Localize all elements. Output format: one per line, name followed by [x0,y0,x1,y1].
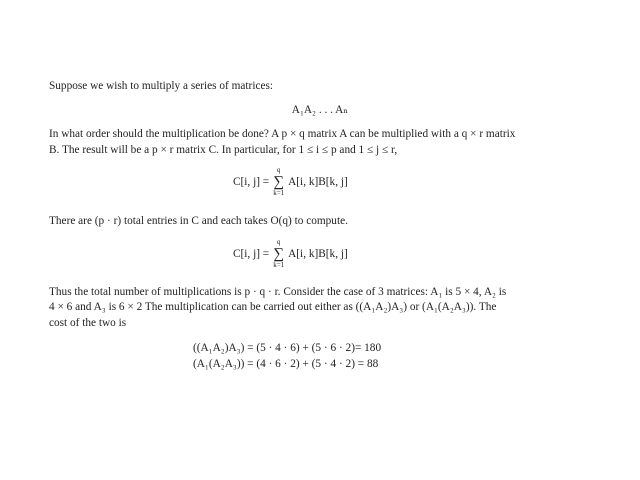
thus-text-line-3: cost of the two is [49,317,127,329]
sum-formula-1 [233,166,348,198]
sum-formula-2 [233,238,348,270]
sigma-symbol [273,166,284,198]
formula-rhs: A[i, k]B[k, j] [288,176,348,188]
formula-rhs: A[i, k]B[k, j] [288,248,348,260]
sum-upper-limit: q [276,238,281,246]
thus-text-line-1: Thus the total number of multiplications is p · q · r. Consider the case of 3 matrices: A₁ is 5 × 4, A₂ is [49,286,507,298]
product-formula: A₁A₂ . . . Aₙ [291,104,349,116]
sigma-glyph: ∑ [273,246,285,262]
formula-lhs: C[i, j] = [233,248,270,260]
entries-text: There are (p · r) total entries in C and each takes O(q) to compute. [49,215,348,227]
cost-line-1: ((A₁A₂)A₃) = (5 · 4 · 6) + (5 · 6 · 2)= 180 [193,342,382,354]
intro-text: Suppose we wish to multiply a series of matrices: [49,80,274,92]
sigma-symbol [273,238,284,270]
cost-line-2: (A₁(A₂A₃)) = (4 · 6 · 2) + (5 · 4 · 2) = 88 [193,358,379,370]
sum-lower-limit: k=1 [273,261,285,269]
thus-text-line-2: 4 × 6 and A₃ is 6 × 2 The multiplication can be carried out either as ((A₁A₂)A₃) or (A₁(A₂A₃)). The [49,301,497,313]
formula-lhs: C[i, j] = [233,176,270,188]
sum-lower-limit: k=1 [273,189,285,197]
sigma-glyph: ∑ [273,174,285,190]
order-text-line-2: B. The result will be a p × r matrix C. In particular, for 1 ≤ i ≤ p and 1 ≤ j ≤ r, [49,144,398,156]
order-text-line-1: In what order should the multiplication be done? A p × q matrix A can be multiplied with a q × r matrix [49,128,516,140]
sum-upper-limit: q [276,166,281,174]
